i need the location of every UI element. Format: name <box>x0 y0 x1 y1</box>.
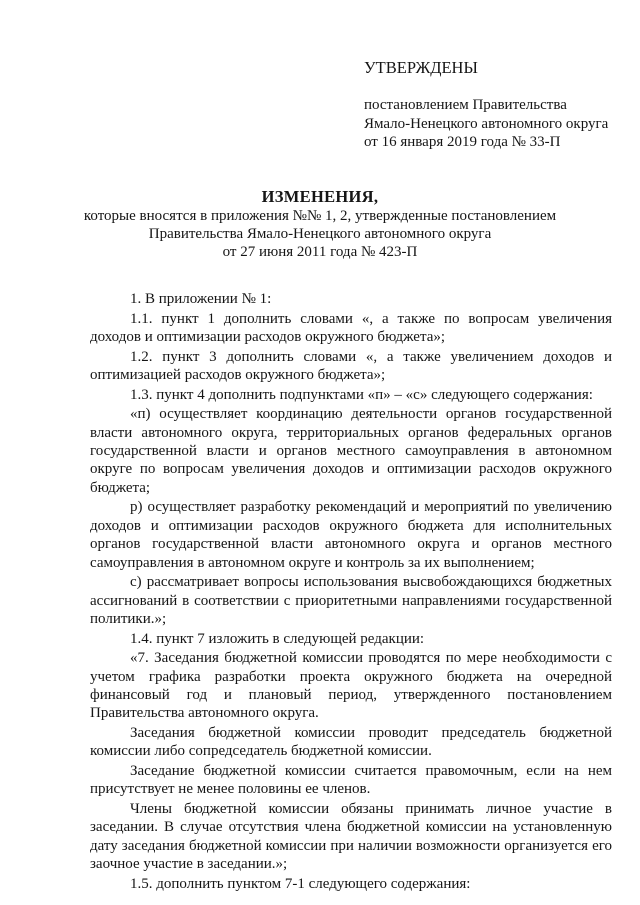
title-line: от 27 июня 2011 года № 423-П <box>222 244 418 260</box>
title-line: Правительства Ямало-Ненецкого автономного округа <box>148 226 492 242</box>
paragraph: 1.5. дополнить пунктом 7-1 следующего содержания: <box>130 875 471 892</box>
paragraph: с) рассматривает вопросы использования высвобождающихся бюджетных ассигнований в соответствии с приоритетными направлениями государственной политики.»; <box>90 574 612 628</box>
title-main: ИЗМЕНЕНИЯ, <box>261 187 379 206</box>
paragraph: Заседания бюджетной комиссии проводит председатель бюджетной комиссии либо сопредседатель бюджетной комиссии. <box>90 725 612 760</box>
paragraph: 1.4. пункт 7 изложить в следующей редакции: <box>130 630 425 647</box>
title-line: которые вносятся в приложения №№ 1, 2, утвержденные постановлением <box>83 208 557 224</box>
approval-line: от 16 января 2019 года № 33-П <box>364 134 561 150</box>
paragraph: 1.1. пункт 1 дополнить словами «, а также по вопросам увеличения доходов и оптимизации расходов окружного бюджета»; <box>90 310 612 345</box>
paragraph: р) осуществляет разработку рекомендаций и мероприятий по увеличению доходов и оптимизации расходов окружного бюджета для исполнительных органов государственной власти автономного округа и органов местного самоуправления в автономном округе и контроль за их выполнением; <box>90 499 612 571</box>
approval-line: Ямало-Ненецкого автономного округа <box>364 115 609 132</box>
paragraph: «п) осуществляет координацию деятельности органов государственной власти автономного округа, территориальных органов федеральных органов государственной власти и органов местного самоуправления в автономном округе по вопросам увеличения доходов и оптимизации расходов окружного бюджета; <box>90 406 612 496</box>
approval-heading: УТВЕРЖДЕНЫ <box>364 58 478 77</box>
document-title <box>0 187 640 261</box>
paragraph: «7. Заседания бюджетной комиссии проводятся по мере необходимости с учетом графика разработки проекта окружного бюджета на очередной финансовый год и плановый период, утвержденного постановлением Правительства автономного округа. <box>90 650 612 722</box>
paragraph: 1.3. пункт 4 дополнить подпунктами «п» – «с» следующего содержания: <box>130 386 593 403</box>
paragraph: 1. В приложении № 1: <box>130 291 272 307</box>
approval-stamp <box>364 58 634 152</box>
document-body <box>90 290 612 894</box>
paragraph: 1.2. пункт 3 дополнить словами «, а также увеличением доходов и оптимизацией расходов окружного бюджета»; <box>90 348 612 383</box>
paragraph: Заседание бюджетной комиссии считается правомочным, если на нем присутствует не менее половины ее членов. <box>90 763 612 798</box>
paragraph: Члены бюджетной комиссии обязаны принимать личное участие в заседании. В случае отсутствия члена бюджетной комиссии на установленную дату заседания бюджетной комиссии при наличии возможности организуется его заочное участие в заседании.»; <box>90 801 612 873</box>
approval-line: постановлением Правительства <box>364 97 567 113</box>
